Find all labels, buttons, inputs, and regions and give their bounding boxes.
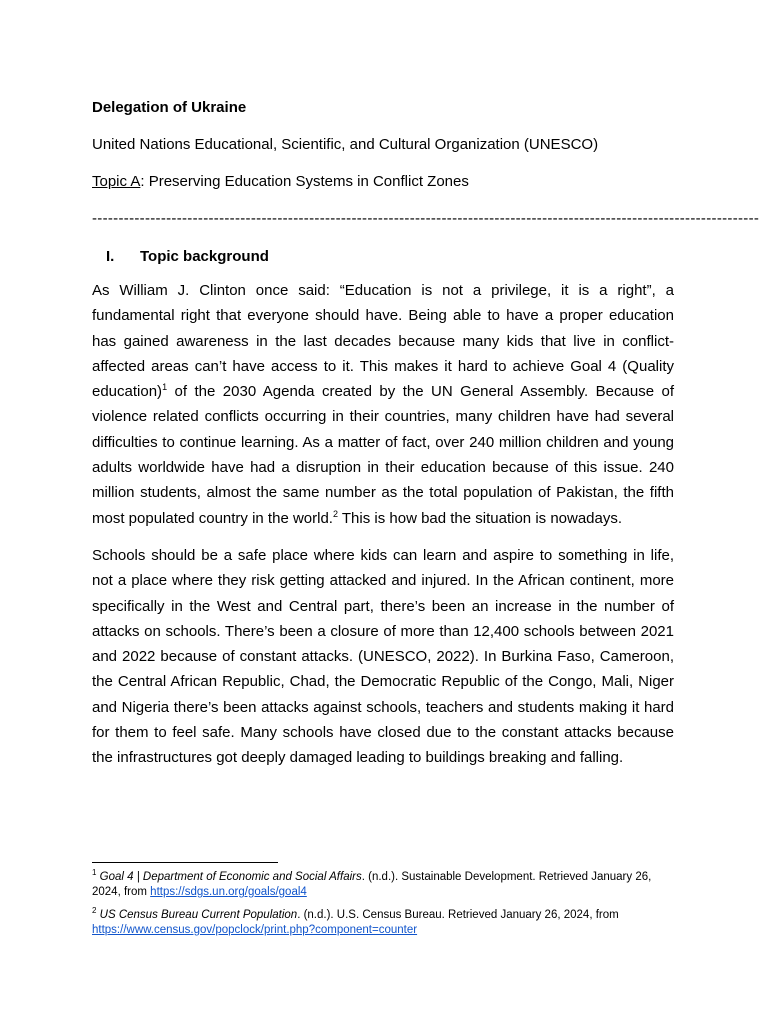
footnote-link[interactable]: https://www.census.gov/popclock/print.php?component=counter xyxy=(92,924,418,936)
topic-line xyxy=(92,171,674,193)
paragraph-1 xyxy=(92,278,674,531)
footnote-title: US Census Bureau Current Population xyxy=(99,909,298,921)
footnote-text: . (n.d.). U.S. Census Bureau. Retrieved January 26, 2024, from xyxy=(297,909,619,921)
section-title: Topic background xyxy=(140,248,269,265)
separator: ------------------------------------------------------------------------------------------------------------------------------ xyxy=(92,210,760,227)
topic-label: Topic A xyxy=(92,173,141,190)
footnote-title: Goal 4 | Department of Economic and Social Affairs xyxy=(99,871,362,883)
delegation-title: Delegation of Ukraine xyxy=(92,99,247,116)
footnote-text: . (n.d.). Sustainable Development. Retrieved January 26, 2024, from xyxy=(92,871,652,898)
footnote-number: 2 xyxy=(92,906,97,916)
section-number: I. xyxy=(106,248,115,265)
paragraph-text: As William J. Clinton once said: “Education is not a privilege, it is a right”, a fundamental right that everyone should have. Being able to have a proper education has gained awareness in the last decades because many kids that live in conflict-affected areas can’t have access to it. This makes it hard to achieve Goal 4 (Quality education) xyxy=(92,282,674,401)
footnote-number: 1 xyxy=(92,868,97,878)
footnote-2 xyxy=(92,908,672,938)
footnote-divider xyxy=(92,862,278,863)
committee-name: United Nations Educational, Scientific, and Cultural Organization (UNESCO) xyxy=(92,136,599,153)
topic-title: : Preserving Education Systems in Conflict Zones xyxy=(140,173,469,190)
paragraph-text: This is how bad the situation is nowadays. xyxy=(337,509,623,527)
paragraph-text: of the 2030 Agenda created by the UN General Assembly. Because of violence related conflicts occurring in their countries, many children have had several difficulties to continue learning. As a matter of fact, over 240 million children and young adults worldwide have had a disruption in their education because of this issue. 240 million students, almost the same number as the total population of Pakistan, the fifth most populated country in the world. xyxy=(92,383,674,527)
footnote-ref-2[interactable]: 2 xyxy=(332,508,338,519)
paragraph-2: Schools should be a safe place where kids can learn and aspire to something in life, not a place where they risk getting attacked and injured. In the African continent, more specifically in the West and Central part, there’s been an increase in the number of attacks on schools. There’s been a closure of more than 12,400 schools between 2021 and 2022 because of constant attacks. (UNESCO, 2022). In Burkina Faso, Cameroon, the Central African Republic, Chad, the Democratic Republic of the Congo, Mali, Niger and Nigeria there’s been attacks against schools, teachers and students making it hard for them to feel safe. Many schools have closed due to the constant attacks because the infrastructures got deeply damaged leading to buildings breaking and falling. xyxy=(92,546,674,767)
document-page xyxy=(92,97,760,783)
section-heading xyxy=(106,246,674,268)
footnote-1 xyxy=(92,870,672,900)
footnote-ref-1[interactable]: 1 xyxy=(162,382,168,393)
footnote-link[interactable]: https://sdgs.un.org/goals/goal4 xyxy=(150,886,307,898)
